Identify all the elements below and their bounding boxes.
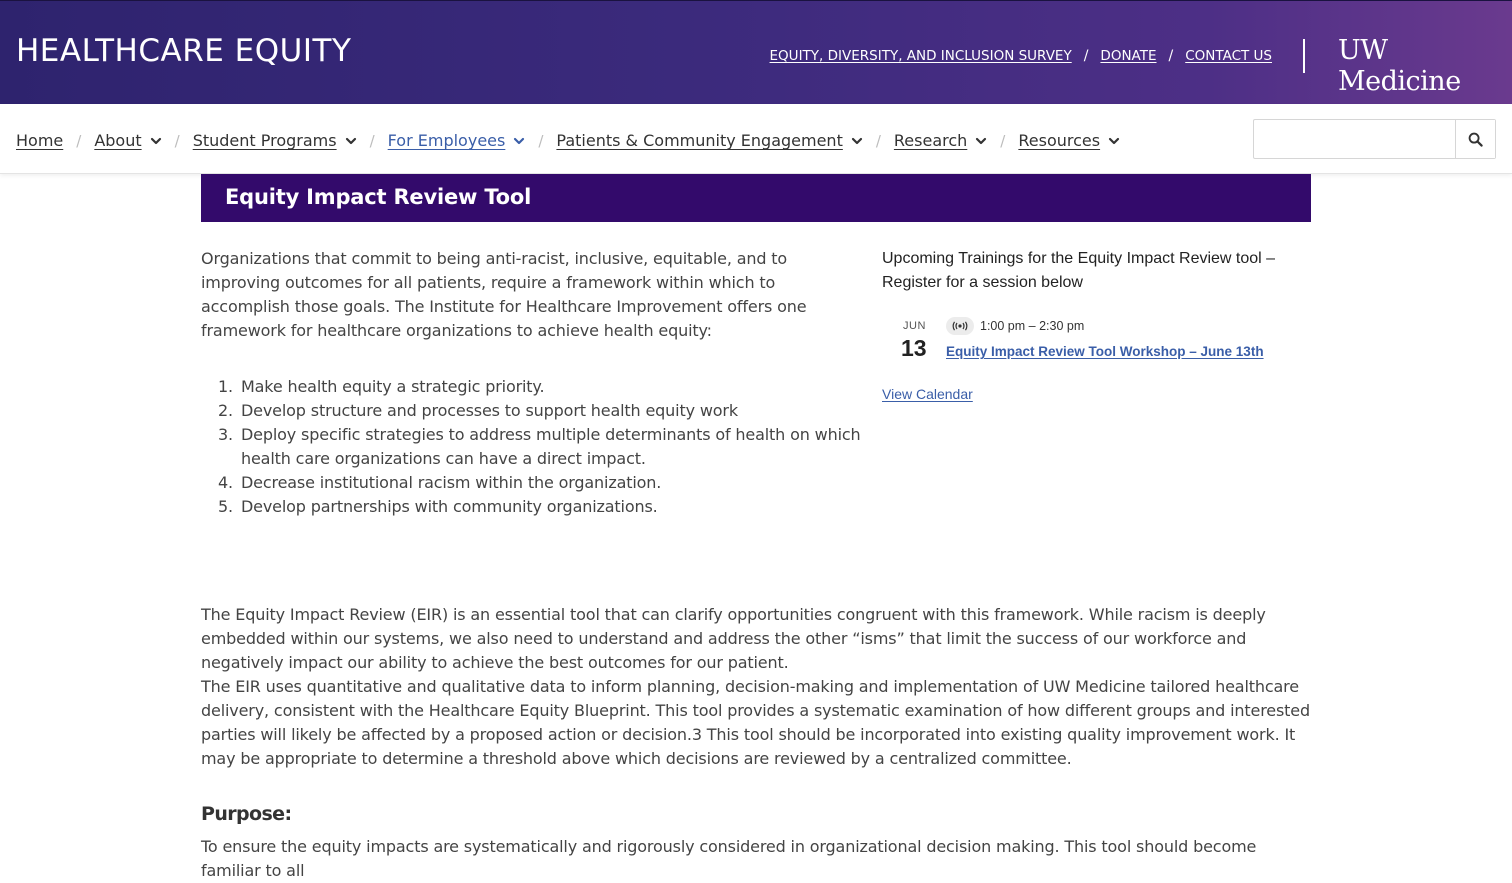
donate-link[interactable]: DONATE [1100, 48, 1157, 64]
list-item-text: Develop partnerships with community organizations. [241, 497, 658, 516]
list-item-text: Develop structure and processes to support health equity work [241, 401, 738, 420]
event-day: 13 [901, 335, 927, 361]
event-time: 1:00 pm – 2:30 pm [980, 319, 1085, 333]
chevron-down-icon[interactable] [851, 135, 863, 147]
nav-item-label: Patients & Community Engagement [556, 131, 843, 150]
list-item-number: 2. [218, 401, 233, 420]
eir-paragraph-2: The EIR uses quantitative and qualitative data to inform planning, decision-making and implementation of UW Medicine tailored healthcare delivery, consistent with the Healthcare Equity Blueprint. This tool provides a systematic examination of how different groups and interested parties will likely be affected by a proposed action or decision.3 This tool should be incorporated into existing quality improvement work. It may be appropriate to determine a threshold above which decisions are reviewed by a centralized committee. [201, 677, 1310, 768]
nav-item-about[interactable] [94, 131, 161, 150]
nav-item-label: For Employees [387, 131, 506, 150]
event-month: JUN [903, 320, 926, 332]
list-item-number: 1. [218, 377, 233, 396]
nav-item-home[interactable] [16, 131, 63, 150]
list-item-number: 3. [218, 425, 233, 444]
nav-item-label: Student Programs [192, 131, 337, 150]
utility-link-separator: / [1168, 48, 1174, 64]
nav-separator: / [369, 131, 375, 150]
survey-link[interactable]: EQUITY, DIVERSITY, AND INCLUSION SURVEY [769, 48, 1072, 64]
list-item [201, 423, 861, 471]
nav-separator: / [538, 131, 544, 150]
page-title: Equity Impact Review Tool [225, 185, 532, 209]
event-title-link[interactable]: Equity Impact Review Tool Workshop – June 13th [946, 344, 1264, 359]
eir-paragraph-1: The Equity Impact Review (EIR) is an essential tool that can clarify opportunities congruent with this framework. While racism is deeply embedded within our systems, we also need to understand and address the other “isms” that limit the success of our workforce and negatively impact our ability to achieve the best outcomes for our patient. [201, 605, 1266, 672]
list-item-text: Decrease institutional racism within the organization. [241, 473, 662, 492]
purpose-paragraph: To ensure the equity impacts are systematically and rigorously considered in organizational decision making. This tool should become familiar to all [201, 837, 1257, 880]
list-item [201, 375, 861, 399]
search-input[interactable] [1254, 120, 1455, 158]
view-calendar-link[interactable]: View Calendar [882, 386, 973, 402]
list-item [201, 471, 861, 495]
contact-us-link[interactable]: CONTACT US [1185, 48, 1272, 64]
list-item-text: Make health equity a strategic priority. [241, 377, 545, 396]
site-title[interactable]: HEALTHCARE EQUITY [16, 33, 352, 69]
nav-separator: / [174, 131, 180, 150]
chevron-down-icon[interactable] [975, 135, 987, 147]
nav-list [16, 131, 1120, 150]
chevron-down-icon[interactable] [150, 135, 162, 147]
broadcast-icon [946, 317, 974, 335]
search-icon [1468, 132, 1483, 147]
chevron-down-icon[interactable] [513, 135, 525, 147]
site-header [0, 0, 1512, 104]
utility-links [770, 48, 1272, 64]
search-box [1253, 119, 1496, 159]
nav-item-research[interactable] [894, 131, 987, 150]
nav-item-label: Home [16, 131, 64, 150]
nav-separator: / [76, 131, 82, 150]
nav-separator: / [875, 131, 881, 150]
list-item-number: 5. [218, 497, 233, 516]
intro-paragraph: Organizations that commit to being anti-racist, inclusive, equitable, and to improving outcomes for all patients, require a framework within which to accomplish those goals. The Institute for Healthcare Improvement offers one framework for healthcare organizations to achieve health equity: [201, 249, 807, 340]
nav-item-for-employees[interactable] [388, 131, 526, 150]
search-button[interactable] [1455, 120, 1495, 158]
trainings-heading: Upcoming Trainings for the Equity Impact Review tool – Register for a session below [882, 250, 1276, 291]
nav-item-label: Resources [1018, 131, 1101, 150]
list-item-text: Deploy specific strategies to address multiple determinants of health on which health care organizations can have a direct impact. [241, 425, 861, 468]
uw-medicine-logo[interactable]: UW Medicine [1338, 35, 1461, 97]
nav-item-resources[interactable] [1018, 131, 1120, 150]
page-title-bar [201, 174, 1311, 222]
list-item [201, 399, 861, 423]
chevron-down-icon[interactable] [345, 135, 357, 147]
list-item [201, 495, 861, 519]
nav-item-patients-community[interactable] [556, 131, 862, 150]
nav-item-student-programs[interactable] [193, 131, 357, 150]
framework-steps-list [201, 375, 861, 519]
nav-item-label: About [94, 131, 142, 150]
upcoming-trainings [882, 247, 1302, 402]
purpose-heading: Purpose: [201, 803, 292, 825]
eir-description [201, 603, 1313, 771]
nav-separator: / [1000, 131, 1006, 150]
list-item-number: 4. [218, 473, 233, 492]
utility-link-separator: / [1083, 48, 1089, 64]
chevron-down-icon[interactable] [1108, 135, 1120, 147]
nav-item-label: Research [893, 131, 968, 150]
header-divider [1303, 39, 1305, 73]
event-item [882, 317, 1302, 367]
